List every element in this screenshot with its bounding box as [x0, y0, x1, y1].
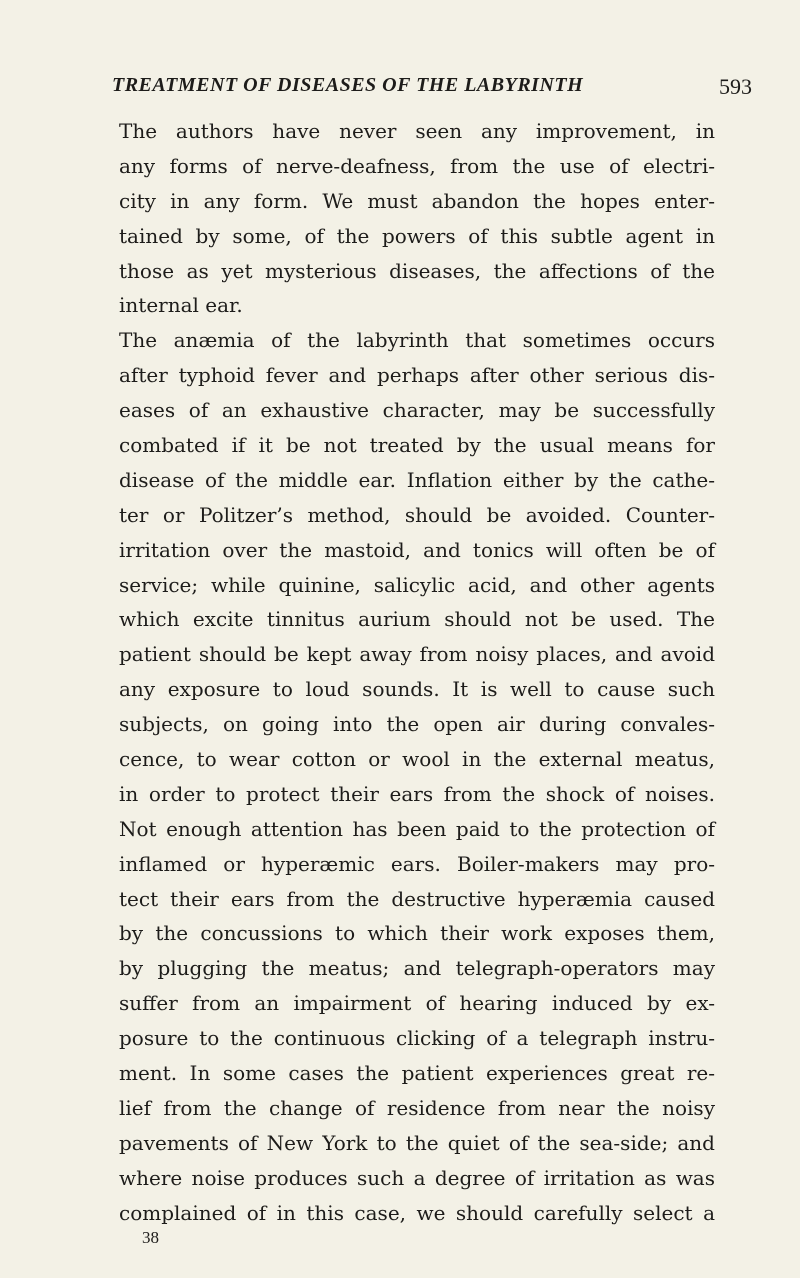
- running-title: TREATMENT OF DISEASES OF THE LABYRINTH: [112, 74, 584, 96]
- text-line: after typhoid fever and perhaps after other serious dis-: [119, 363, 715, 388]
- text-line: disease of the middle ear. Inflation either by the cathe-: [119, 467, 715, 492]
- text-line: Not enough attention has been paid to the protection of: [119, 816, 715, 841]
- text-line: city in any form. We must abandon the hopes enter-: [119, 188, 715, 213]
- text-line: inflamed or hyperæmic ears. Boiler-makers may pro-: [119, 851, 715, 876]
- text-line: tained by some, of the powers of this subtle agent in: [119, 223, 715, 248]
- running-head: [112, 74, 752, 104]
- text-line: service; while quinine, salicylic acid, and other agents: [119, 572, 715, 597]
- text-line: pavements of New York to the quiet of the sea-side; and: [119, 1130, 715, 1155]
- signature-mark: 38: [142, 1228, 159, 1247]
- text-line: ter or Politzer’s method, should be avoided. Counter-: [119, 502, 715, 527]
- text-line: The authors have never seen any improvement, in: [119, 119, 715, 143]
- text-line: any exposure to loud sounds. It is well to cause such: [119, 677, 715, 702]
- page-number: 593: [719, 74, 752, 99]
- text-line: internal ear.: [119, 293, 243, 318]
- text-line: patient should be kept away from noisy places, and avoid: [119, 642, 715, 667]
- text-line: in order to protect their ears from the shock of noises.: [119, 781, 715, 806]
- text-line: ment. In some cases the patient experiences great re-: [119, 1061, 715, 1086]
- text-line: those as yet mysterious diseases, the affections of the: [119, 258, 715, 283]
- text-line: cence, to wear cotton or wool in the external meatus,: [119, 747, 715, 772]
- text-line: subjects, on going into the open air during convales-: [119, 712, 715, 737]
- text-line: The anæmia of the labyrinth that sometimes occurs: [119, 328, 715, 353]
- body-text: [119, 114, 715, 1231]
- text-line: posure to the continuous clicking of a telegraph instru-: [119, 1026, 715, 1051]
- text-line: where noise produces such a degree of irritation as was: [119, 1165, 715, 1190]
- text-line: by plugging the meatus; and telegraph-operators may: [119, 956, 715, 981]
- text-line: by the concussions to which their work exposes them,: [119, 921, 715, 946]
- text-line: which excite tinnitus aurium should not be used. The: [119, 607, 715, 632]
- text-line: complained of in this case, we should carefully select a: [119, 1200, 715, 1225]
- text-line: any forms of nerve-deafness, from the use of electri-: [119, 153, 715, 178]
- text-line: lief from the change of residence from near the noisy: [119, 1095, 715, 1120]
- text-line: eases of an exhaustive character, may be successfully: [119, 398, 715, 423]
- text-line: irritation over the mastoid, and tonics will often be of: [119, 537, 715, 562]
- text-line: combated if it be not treated by the usual means for: [119, 433, 715, 458]
- text-line: suffer from an impairment of hearing induced by ex-: [119, 991, 715, 1016]
- text-line: tect their ears from the destructive hyperæmia caused: [119, 886, 715, 911]
